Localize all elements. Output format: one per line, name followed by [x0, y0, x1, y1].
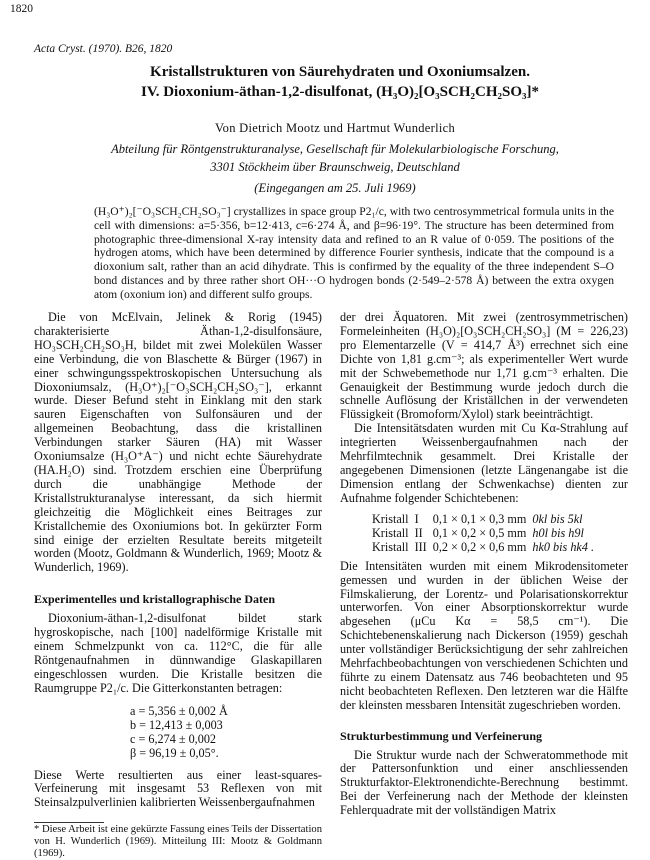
- affiliation-line-2: 3301 Stöckheim über Braunschweig, Deutschland: [210, 160, 460, 174]
- authors: Von Dietrich Mootz und Hartmut Wunderlich: [214, 121, 456, 135]
- title-line-1: Kristallstrukturen von Säurehydraten und Oxoniumsalzen.: [150, 64, 530, 80]
- crystal-row: Kristall II 0,1 × 0,2 × 0,5 mm h0l bis h9l: [372, 525, 584, 540]
- lattice-a: a = 5,356 ± 0,002 Å: [130, 703, 228, 718]
- affiliation: [40, 140, 630, 176]
- intensity-paragraph: Die Intensitätsdaten wurden mit Cu Kα-Strahlung auf integrierten Weissenbergaufnahmen nach der Mehrfilmtechnik gesammelt. Drei Kristalle der angegebenen Dimensionen (letzte Längenangabe ist die Dimension entlang der Schwenkachse) dienten zur Aufnahme folgender Schichtebenen:: [340, 421, 628, 505]
- footnote: * Diese Arbeit ist eine gekürzte Fassung eines Teils der Dissertation von H. Wunderlich (1969). Mitteilung III: Mootz & Goldmann (1969).: [34, 824, 322, 859]
- footnote-rule: [34, 822, 104, 823]
- intro-paragraph: Die von McElvain, Jelinek & Rorig (1945) charakterisierte Äthan-1,2-disulfonsäure, HO₃SCH₂CH₂SO₃H, bildet mit zwei Molekülen Wasser eine Verbindung, die von Blaschette & Bürger (1967) in einer schwingungsspektroskopischen Untersuchung als Dioxoniumsalz, (H₃O⁺)₂[⁻O₃SCH₂CH₂SO₃⁻], erkannt wurde. Dieser Befund steht in Einklang mit den stark sauren Eigenschaften von Sulfonsäuren und der allgemeinen Beobachtung, dass die kristallinen Verbindungen starker Säuren (HA) mit Wasser Oxoniumsalze (H₃O⁺A⁻) und nicht echte Säurehydrate (HA.H₂O) sind. Trotzdem erschien eine Überprüfung durch die unabhängige Methode der Kristallstrukturanalyse interessant, da sich hiermit gleichzeitig die Möglichkeit eines Beitrages zur Kristallchemie des Oxoniumions bot. In gekürzter Form sind einige der erzielten Resultate bereits mitgeteilt worden (Mootz, Goldmann & Wunderlich, 1969; Mootz & Wunderlich, 1969).: [34, 310, 322, 575]
- measurement-paragraph: Die Intensitäten wurden mit einem Mikrodensitometer gemessen und wurden in der üblichen Weise der Filmskalierung, der Lorentz- und Polarisationskorrektur unterworfen. Von einer Absorptionskorrektur wurde abgesehen (μCu Kα = 58,5 cm⁻¹). Die Schichtebenenskalierung nach Dickerson (1959) geschah unter vollständiger Berücksichtigung der sehr zahlreichen Mehrfachbeobachtungen von verschiedenen Schichten und führte zu einem Datensatz aus 746 beobachteten und 95 nicht beobachteten Reflexen. Den letzteren war die Hälfte der kleinsten messbaren Intensität zugeschrieben worden.: [340, 558, 628, 712]
- crystal-row: Kristall I 0,1 × 0,1 × 0,3 mm 0kl bis 5kl: [372, 511, 583, 526]
- section-heading-structure: Strukturbestimmung und Verfeinerung: [340, 728, 543, 743]
- abstract: (H₃O⁺)₂[⁻O₃SCH₂CH₂SO₃⁻] crystallizes in space group P2₁/c, with two centrosymmetrical formula units in the cell with dimensions: a=5·356, b=12·413, c=6·274 Å, and β=96·19°. The structure has been determined from photographic three-dimensional X-ray intensity data and refined to an R value of 0·059. The positions of the hydrogen atoms, which have been determined by difference Fourier synthesis, indicate that the compound is a dioxonium salt, rather than an acid dihydrate. This is confirmed by the equality of the three independent S–O bond distances and by three rather short OH···O hydrogen bonds (2·549–2·578 Å) between the extra oxygen atom (oxonium ion) and different sulfo groups.: [94, 205, 614, 301]
- lattice-beta: β = 96,19 ± 0,05°.: [130, 745, 219, 760]
- affiliation-line-1: Abteilung für Röntgenstrukturanalyse, Gesellschaft für Molekularbiologische Forschung,: [111, 142, 559, 156]
- lattice-c: c = 6,274 ± 0,002: [130, 731, 217, 746]
- structure-paragraph: Die Struktur wurde nach der Schweratommethode mit der Pattersonfunktion und einer anschliessenden Strukturfaktor-Elektronendichte-Berechnung bestimmt. Bei der Verfeinerung nach der Methode der kleinsten Fehlerquadrate mit der vollständigen Matrix: [340, 747, 628, 818]
- refinement-paragraph: Diese Werte resultierten aus einer least-squares-Verfeinerung mit insgesamt 53 Reflexen von mit Steinsalzpulverlinien kalibrierten Weissenbergaufnahmen: [34, 767, 322, 810]
- journal-citation: Acta Cryst. (1970). B26, 1820: [34, 43, 173, 55]
- lattice-b: b = 12,413 ± 0,003: [130, 717, 223, 732]
- experimental-paragraph: Dioxonium-äthan-1,2-disulfonat bildet stark hygroskopische, nach [100] nadelförmige Kristalle mit einem Schmelzpunkt von ca. 112°C, die für alle Röntgenaufnahmen in dünnwandige Glaskapillaren eingeschlossen wurden. Die Kristalle besitzen die Raumgruppe P2₁/c. Die Gitterkonstanten betragen:: [34, 611, 322, 695]
- received-date: (Eingegangen am 25. Juli 1969): [254, 181, 416, 195]
- section-heading-experimental: Experimentelles und kristallographische Daten: [34, 592, 276, 607]
- crystal-row: Kristall III 0,2 × 0,2 × 0,6 mm hk0 bis hk4 .: [372, 539, 595, 554]
- density-paragraph: der drei Äquatoren. Mit zwei (zentrosymmetrischen) Formeleinheiten (H₃O)₂[O₃SCH₂CH₂SO₃] (M = 226,23) pro Elementarzelle (V = 414,7 Å³) errechnet sich eine Dichte von 1,81 g.cm⁻³; als experimenteller Wert wurde mit der Schwebemethode nur 1,71 g.cm⁻³ erhalten. Die Genauigkeit der Bestimmung wurde jedoch durch die schnelle Auflösung der Kriställchen in der verwendeten Flüssigkeit (Bromoform/Xylol) stark beeinträchtigt.: [340, 310, 628, 422]
- crystal-table: [372, 512, 600, 554]
- page-number: 1820: [10, 3, 33, 15]
- right-column: [340, 311, 628, 818]
- lattice-constants: [130, 704, 322, 760]
- left-column: [34, 311, 322, 810]
- title-line-2: IV. Dioxonium-äthan-1,2-disulfonat, (H₃O)₂[O₃SCH₂CH₂SO₃]*: [140, 84, 539, 100]
